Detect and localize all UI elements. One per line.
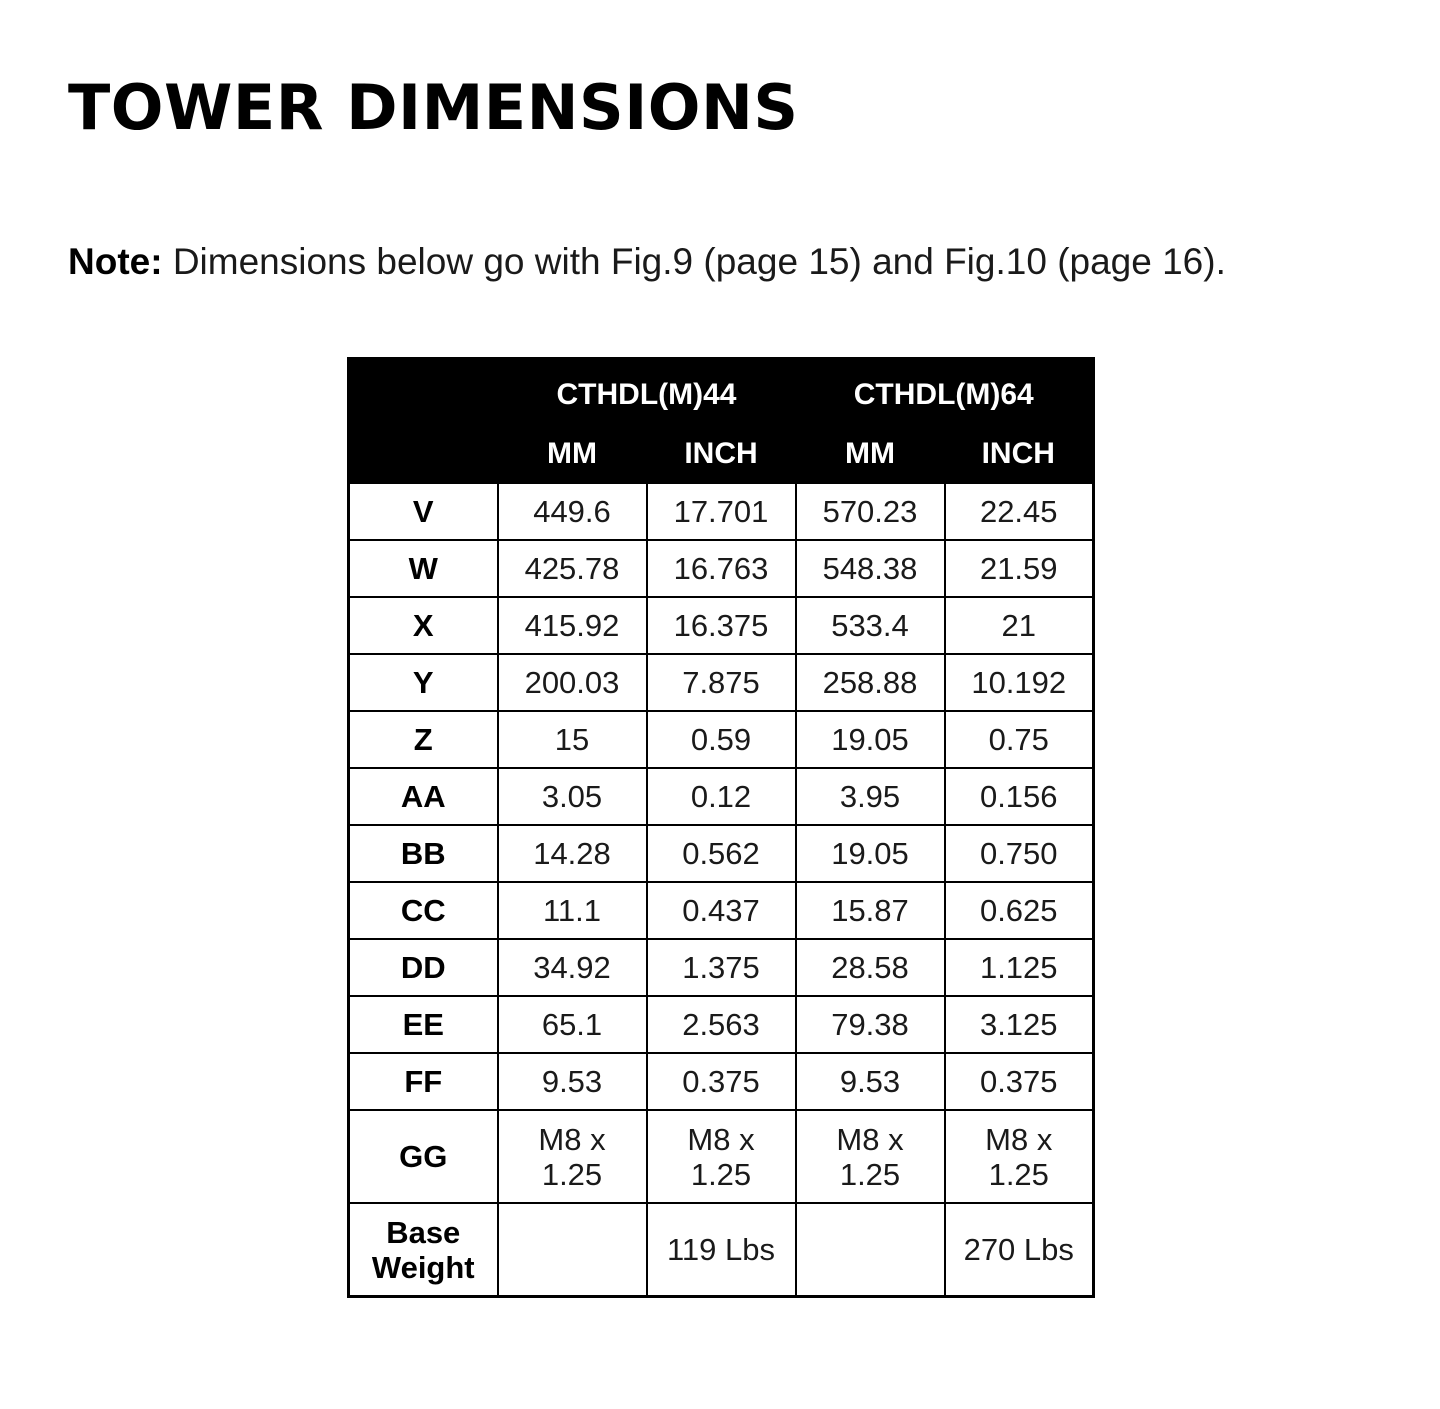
table-cell: 0.437 xyxy=(647,882,796,939)
table-row xyxy=(349,483,1094,540)
table-row xyxy=(349,1203,1094,1297)
table-row xyxy=(349,768,1094,825)
table-cell: 3.95 xyxy=(796,768,945,825)
row-label: V xyxy=(349,483,498,540)
row-label: GG xyxy=(349,1110,498,1203)
table-cell: 21 xyxy=(945,597,1094,654)
table-cell: 34.92 xyxy=(498,939,647,996)
table-cell: 0.59 xyxy=(647,711,796,768)
model-header-44: CTHDL(M)44 xyxy=(498,359,796,427)
table-cell: 22.45 xyxy=(945,483,1094,540)
table-cell: 0.375 xyxy=(647,1053,796,1110)
row-label: BB xyxy=(349,825,498,882)
table-cell: 21.59 xyxy=(945,540,1094,597)
row-label: W xyxy=(349,540,498,597)
table-cell: 9.53 xyxy=(796,1053,945,1110)
table-row xyxy=(349,597,1094,654)
table-cell: 2.563 xyxy=(647,996,796,1053)
table-cell: 11.1 xyxy=(498,882,647,939)
table-row xyxy=(349,711,1094,768)
note-text: Dimensions below go with Fig.9 (page 15) and Fig.10 (page 16). xyxy=(162,241,1226,282)
table-cell: 449.6 xyxy=(498,483,647,540)
table-row xyxy=(349,825,1094,882)
table-cell: 200.03 xyxy=(498,654,647,711)
table-cell: 15 xyxy=(498,711,647,768)
row-label: Base Weight xyxy=(349,1203,498,1297)
unit-header: INCH xyxy=(647,426,796,483)
table-row xyxy=(349,1110,1094,1203)
table-row xyxy=(349,540,1094,597)
note-label: Note: xyxy=(68,241,163,282)
note-paragraph xyxy=(68,238,1226,286)
table-row xyxy=(349,654,1094,711)
dimensions-table xyxy=(347,357,1095,1298)
table-row xyxy=(349,939,1094,996)
table-cell: 533.4 xyxy=(796,597,945,654)
table-cell: 3.125 xyxy=(945,996,1094,1053)
table-cell: 570.23 xyxy=(796,483,945,540)
table-cell: 14.28 xyxy=(498,825,647,882)
row-label: EE xyxy=(349,996,498,1053)
row-label: Z xyxy=(349,711,498,768)
table-row xyxy=(349,1053,1094,1110)
table-cell: 3.05 xyxy=(498,768,647,825)
table-cell: M8 x 1.25 xyxy=(498,1110,647,1203)
table-cell: 425.78 xyxy=(498,540,647,597)
table-cell: 16.375 xyxy=(647,597,796,654)
table-cell: 0.75 xyxy=(945,711,1094,768)
table-cell: 0.625 xyxy=(945,882,1094,939)
table-cell xyxy=(796,1203,945,1297)
row-label: DD xyxy=(349,939,498,996)
header-corner xyxy=(349,359,498,427)
table-cell: 258.88 xyxy=(796,654,945,711)
table-cell: M8 x 1.25 xyxy=(647,1110,796,1203)
table-cell: 19.05 xyxy=(796,711,945,768)
unit-header: MM xyxy=(498,426,647,483)
table-cell: 0.156 xyxy=(945,768,1094,825)
table-cell: 1.125 xyxy=(945,939,1094,996)
table-cell: 415.92 xyxy=(498,597,647,654)
table-cell: 0.12 xyxy=(647,768,796,825)
table-cell: 9.53 xyxy=(498,1053,647,1110)
unit-header: MM xyxy=(796,426,945,483)
table-body xyxy=(349,483,1094,1297)
row-label: AA xyxy=(349,768,498,825)
table-cell: 28.58 xyxy=(796,939,945,996)
page-title: TOWER DIMENSIONS xyxy=(68,71,799,144)
header-corner-lower xyxy=(349,426,498,483)
table-cell: 548.38 xyxy=(796,540,945,597)
table-cell xyxy=(498,1203,647,1297)
row-label: CC xyxy=(349,882,498,939)
table-cell: 79.38 xyxy=(796,996,945,1053)
table-cell: 119 Lbs xyxy=(647,1203,796,1297)
row-label: X xyxy=(349,597,498,654)
table-row xyxy=(349,996,1094,1053)
table-cell: 19.05 xyxy=(796,825,945,882)
table-cell: 16.763 xyxy=(647,540,796,597)
table-cell: 10.192 xyxy=(945,654,1094,711)
table-cell: 0.562 xyxy=(647,825,796,882)
table-cell: 65.1 xyxy=(498,996,647,1053)
table-header xyxy=(349,359,1094,484)
table-cell: M8 x 1.25 xyxy=(945,1110,1094,1203)
unit-header-row xyxy=(349,426,1094,483)
table-cell: 1.375 xyxy=(647,939,796,996)
row-label: Y xyxy=(349,654,498,711)
table-cell: 270 Lbs xyxy=(945,1203,1094,1297)
table-cell: 15.87 xyxy=(796,882,945,939)
table-row xyxy=(349,882,1094,939)
row-label: FF xyxy=(349,1053,498,1110)
table-cell: 17.701 xyxy=(647,483,796,540)
model-header-64: CTHDL(M)64 xyxy=(796,359,1094,427)
table-cell: 0.750 xyxy=(945,825,1094,882)
unit-header: INCH xyxy=(945,426,1094,483)
table-cell: 7.875 xyxy=(647,654,796,711)
table-cell: 0.375 xyxy=(945,1053,1094,1110)
table-cell: M8 x 1.25 xyxy=(796,1110,945,1203)
model-header-row xyxy=(349,359,1094,427)
